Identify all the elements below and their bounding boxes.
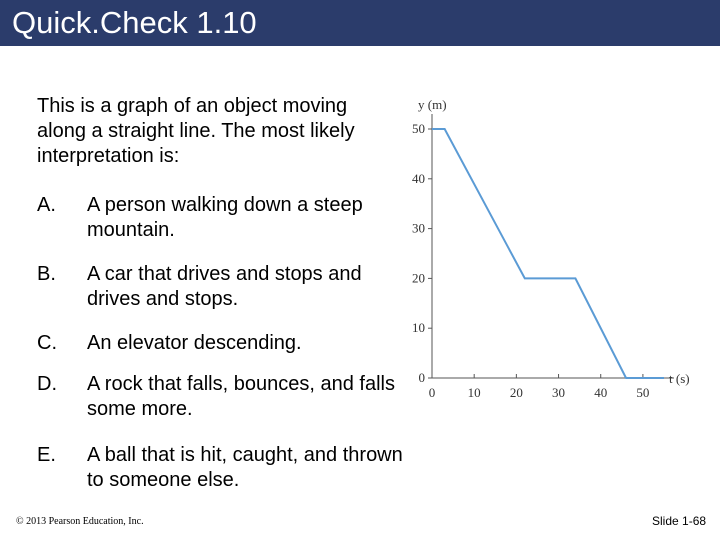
option-c-text: An elevator descending.	[87, 332, 302, 354]
option-d-letter: D.	[37, 373, 57, 395]
y-tick-label: 0	[418, 370, 425, 385]
copyright: © 2013 Pearson Education, Inc.	[16, 516, 144, 527]
y-axis-label: y (m)	[418, 97, 447, 112]
option-d-text: A rock that falls, bounces, and falls some more.	[87, 373, 395, 420]
option-a-letter: A.	[37, 194, 56, 216]
series-line	[432, 129, 664, 378]
y-ticks	[412, 121, 432, 385]
x-tick-label: 50	[636, 385, 650, 400]
y-tick-label: 50	[412, 121, 425, 136]
option-a-text: A person walking down a steep mountain.	[87, 194, 363, 241]
option-b-text: A car that drives and stops and drives and stops.	[87, 263, 362, 310]
slide-title: Quick.Check 1.10	[12, 5, 257, 40]
slide-number: Slide 1-68	[652, 514, 707, 528]
x-tick-label: 20	[509, 385, 523, 400]
question-intro: This is a graph of an object moving along a straight line. The most likely interpretation is:	[37, 95, 355, 167]
option-b-letter: B.	[37, 263, 56, 285]
option-e-text: A ball that is hit, caught, and thrown to someone else.	[87, 444, 403, 491]
x-tick-label: 30	[552, 385, 566, 400]
y-tick-label: 40	[412, 170, 425, 186]
position-time-chart	[398, 92, 698, 412]
y-tick-label: 30	[412, 220, 425, 236]
option-e-letter: E.	[37, 444, 56, 466]
x-axis-label: t (s)	[669, 371, 690, 386]
y-tick-label: 10	[412, 320, 425, 336]
x-tick-label: 10	[467, 385, 481, 400]
title-bar	[0, 0, 720, 46]
x-tick-label: 0	[428, 385, 436, 400]
option-c-letter: C.	[37, 332, 57, 354]
y-tick-label: 20	[412, 270, 425, 286]
x-tick-label: 40	[594, 385, 608, 400]
